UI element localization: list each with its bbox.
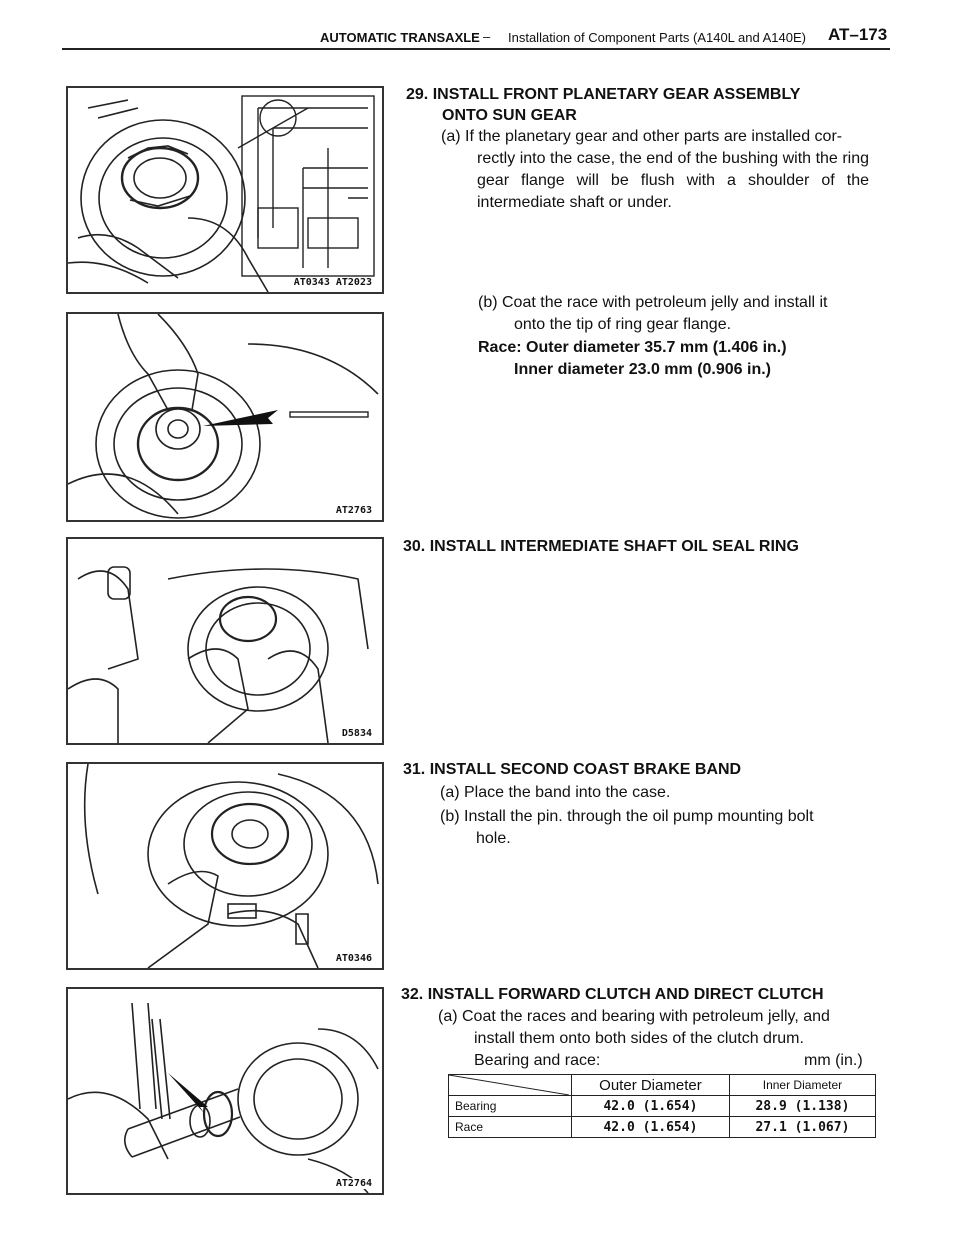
row-label: Bearing — [449, 1096, 572, 1117]
step-29-b — [478, 292, 868, 336]
step-32-title: 32. INSTALL FORWARD CLUTCH AND DIRECT CLUTCH — [401, 986, 824, 1003]
step-29-a-cont: rectly into the case, the end of the bushing with the ring gear flange will be flush with a shoulder of the intermediate shaft or under. — [477, 150, 869, 211]
col-outer-diameter: Outer Diameter — [572, 1075, 730, 1096]
row-label: Race — [449, 1117, 572, 1138]
step-29-title-line1: 29. INSTALL FRONT PLANETARY GEAR ASSEMBLY — [406, 86, 801, 103]
inner-value: 28.9 (1.138) — [729, 1096, 875, 1117]
race-spec-line2: Inner diameter 23.0 mm (0.906 in.) — [514, 361, 771, 378]
step-29-title-line2: ONTO SUN GEAR — [442, 107, 577, 124]
col-inner-diameter: Inner Diameter — [729, 1075, 875, 1096]
step-31-a: (a) Place the band into the case. — [440, 784, 671, 801]
page-number: AT–173 — [828, 25, 888, 44]
step-29-title — [406, 84, 800, 126]
outer-value: 42.0 (1.654) — [572, 1096, 730, 1117]
header-dash: – — [483, 29, 491, 44]
figure-code: AT2764 — [335, 1178, 372, 1189]
header-rule — [62, 48, 890, 50]
figure-oil-seal-ring — [66, 537, 384, 745]
figure-code: AT2763 — [335, 505, 372, 516]
figure-race-install — [66, 312, 384, 522]
figure-brake-band — [66, 762, 384, 970]
bearing-race-table — [448, 1074, 876, 1138]
planetary-gear-illustration — [68, 88, 382, 292]
race-spec — [478, 337, 787, 381]
step-29-b-cont: onto the tip of ring gear flange. — [514, 316, 732, 333]
step-32-a-cont: install them onto both sides of the clutch drum. — [474, 1030, 804, 1047]
table-header-row — [449, 1075, 876, 1096]
outer-value: 42.0 (1.654) — [572, 1117, 730, 1138]
table-row — [449, 1096, 876, 1117]
table-corner-cell — [449, 1075, 572, 1096]
table-row — [449, 1117, 876, 1138]
subsection-title: Installation of Component Parts (A140L and A140E) — [508, 30, 806, 45]
figure-code: D5834 — [341, 728, 372, 739]
figure-code: AT0343 AT2023 — [293, 277, 372, 288]
step-31-b-lead: (b) Install the pin. through the oil pump mounting bolt — [440, 808, 814, 825]
inner-value: 27.1 (1.067) — [729, 1117, 875, 1138]
oil-seal-ring-illustration — [68, 539, 382, 743]
figure-code: AT0346 — [335, 953, 372, 964]
clutch-drum-illustration — [68, 989, 382, 1193]
unit-label: mm (in.) — [804, 1052, 863, 1069]
section-title: AUTOMATIC TRANSAXLE — [320, 30, 480, 45]
bearing-race-label: Bearing and race: — [474, 1052, 601, 1069]
corner-diagonal — [449, 1075, 569, 1095]
step-30-title: 30. INSTALL INTERMEDIATE SHAFT OIL SEAL RING — [403, 538, 799, 555]
figure-clutch-drum — [66, 987, 384, 1195]
step-31-b-cont: hole. — [476, 830, 511, 847]
brake-band-illustration — [68, 764, 382, 968]
race-install-illustration — [68, 314, 382, 520]
step-32-a — [438, 1006, 868, 1050]
step-29-b-lead: (b) Coat the race with petroleum jelly and install it — [478, 294, 828, 311]
figure-planetary-gear — [66, 86, 384, 294]
step-31-title: 31. INSTALL SECOND COAST BRAKE BAND — [403, 761, 742, 778]
step-29-a-lead: (a) If the planetary gear and other parts are installed cor- — [441, 128, 843, 145]
step-29-a — [441, 126, 869, 214]
step-31-b — [440, 806, 868, 850]
step-32-a-lead: (a) Coat the races and bearing with petroleum jelly, and — [438, 1008, 830, 1025]
race-spec-line1: Race: Outer diameter 35.7 mm (1.406 in.) — [478, 339, 787, 356]
